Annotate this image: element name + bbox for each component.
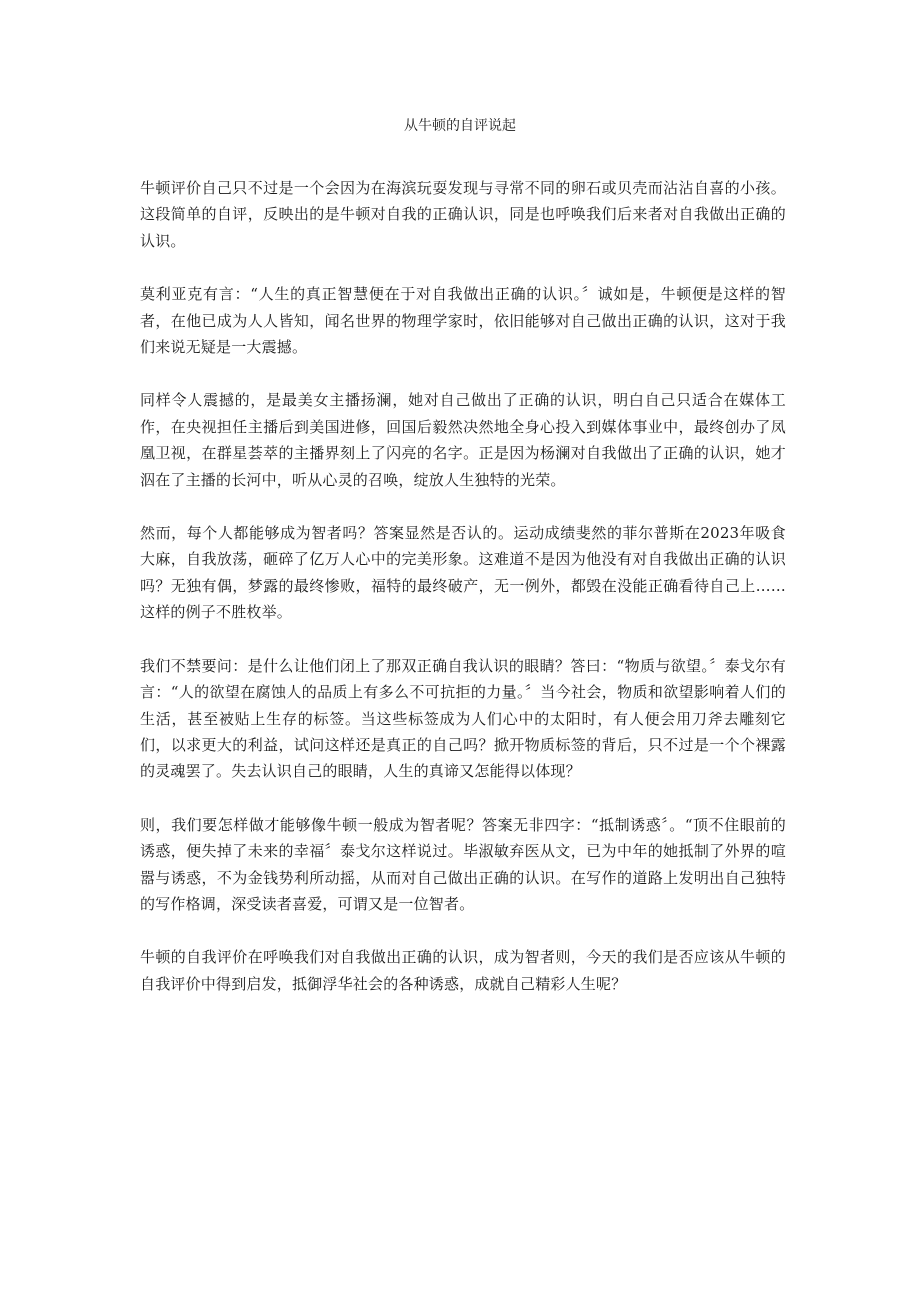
paragraph: 牛顿评价自己只不过是一个会因为在海滨玩耍发现与寻常不同的卵石或贝壳而沾沾自喜的小孩。这段简单的自评，反映出的是牛顿对自我的正确认识，同是也呼唤我们后来者对自我做出正确的认识。 [140, 179, 786, 250]
paragraph: 然而，每个人都能够成为智者吗？答案显然是否认的。运动成绩斐然的菲尔普斯在2023年吸食大麻，自我放荡，砸碎了亿万人心中的完美形象。这难道不是因为他没有对自我做出正确的认识吗？无独有偶，梦露的最终惨败，福特的最终破产，无一例外，都毁在没能正确看待自己上……这样的例子不胜枚举。 [140, 524, 786, 622]
paragraph: 莫利亚克有言：“人生的真正智慧便在于对自我做出正确的认识。〞诚如是，牛顿便是这样的智者，在他已成为人人皆知，闻名世界的物理学家时，依旧能够对自己做出正确的认识，这对于我们来说无疑是一大震撼。 [140, 285, 786, 357]
paragraph: 牛顿的自我评价在呼唤我们对自我做出正确的认识，成为智者则，今天的我们是否应该从牛顿的自我评价中得到启发，抵御浮华社会的各种诱惑，成就自己精彩人生呢？ [140, 948, 786, 993]
document-title: 从牛顿的自评说起 [404, 118, 516, 134]
paragraph: 我们不禁要问：是什么让他们闭上了那双正确自我认识的眼睛？答曰：“物质与欲望。〞泰戈尔有言：“人的欲望在腐蚀人的品质上有多么不可抗拒的力量。〞当今社会，物质和欲望影响着人们的生活，甚至被贴上生存的标签。当这些标签成为人们心中的太阳时，有人便会用刀斧去雕刻它们，以求更大的利益，试问这样还是真正的自己吗？掀开物质标签的背后，只不过是一个个裸露的灵魂罢了。失去认识自己的眼睛，人生的真谛又怎能得以体现？ [140, 656, 786, 781]
paragraph: 则，我们要怎样做才能够像牛顿一般成为智者呢？答案无非四字：“抵制诱惑〞。“顶不住眼前的诱惑，便失掉了未来的幸福〞泰戈尔这样说过。毕淑敏弃医从文，已为中年的她抵制了外界的喧嚣与诱惑，不为金钱势利所动摇，从而对自己做出正确的认识。在写作的道路上发明出自己独特的写作格调，深受读者喜爱，可谓又是一位智者。 [140, 815, 786, 913]
paragraph: 同样令人震撼的，是最美女主播扬澜，她对自己做出了正确的认识，明白自己只适合在媒体工作，在央视担任主播后到美国进修，回国后毅然决然地全身心投入到媒体事业中，最终创办了凤凰卫视，在群星荟萃的主播界刻上了闪亮的名字。正是因为杨澜对自我做出了正确的认识，她才泅在了主播的长河中，听从心灵的召唤，绽放人生独特的光荣。 [140, 391, 786, 489]
document-body [140, 175, 786, 1024]
